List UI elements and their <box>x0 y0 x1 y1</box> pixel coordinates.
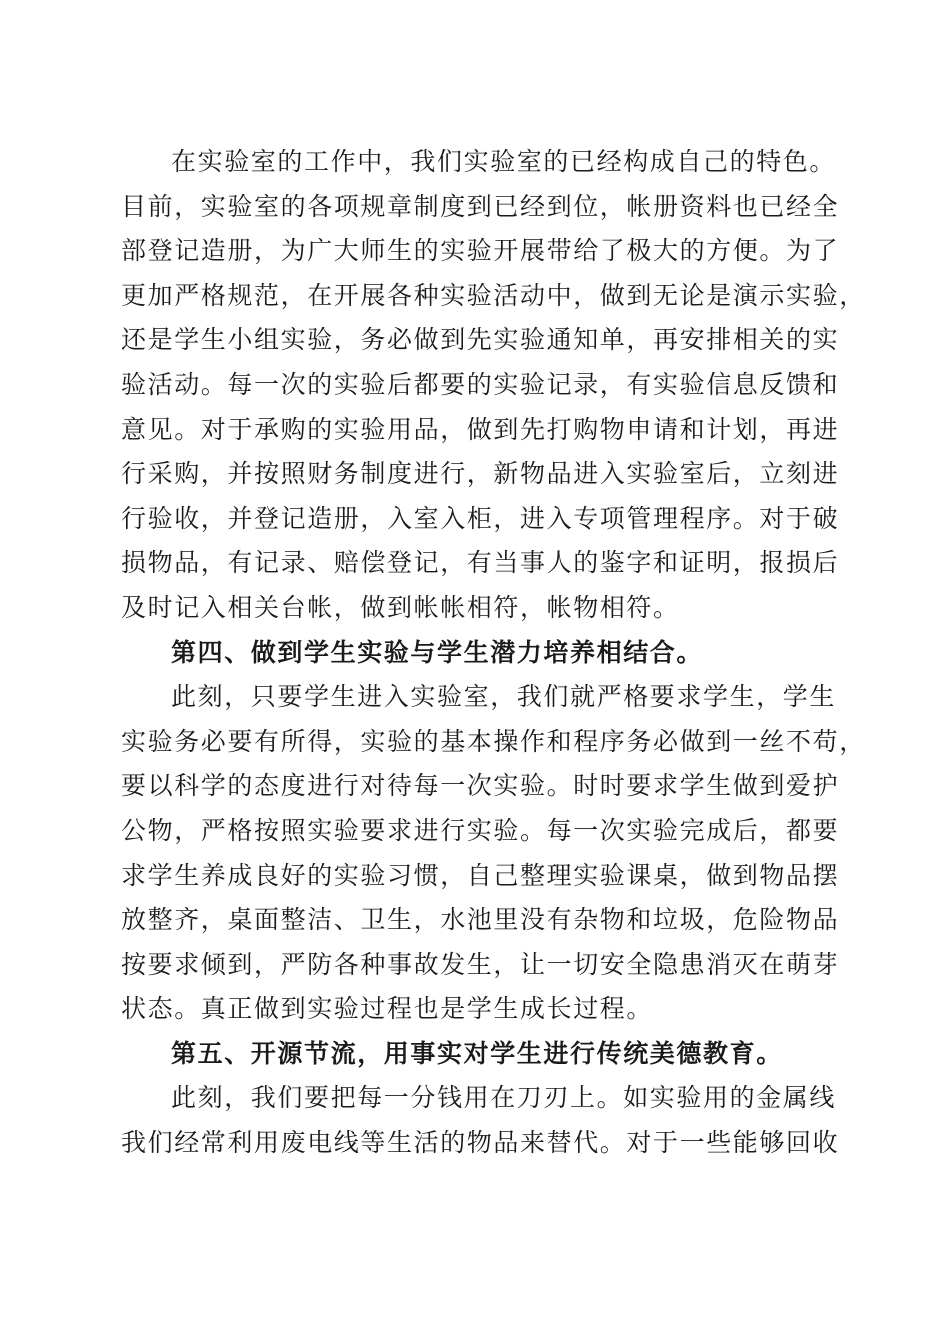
paragraph-line: 目前，实验室的各项规章制度到已经到位，帐册资料也已经全 <box>121 191 840 221</box>
paragraph-line: 我们经常利用废电线等生活的物品来替代。对于一些能够回收 <box>121 1128 840 1158</box>
paragraph-line: 验活动。每一次的实验后都要的实验记录，有实验信息反馈和 <box>121 369 840 399</box>
paragraph-line: 放整齐，桌面整洁、卫生，水池里没有杂物和垃圾，危险物品 <box>121 905 840 935</box>
paragraph-line: 状态。真正做到实验过程也是学生成长过程。 <box>121 994 654 1024</box>
paragraph-line: 还是学生小组实验，务必做到先实验通知单，再安排相关的实 <box>121 325 840 355</box>
paragraph-line: 按要求倾到，严防各种事故发生，让一切安全隐患消灭在萌芽 <box>121 949 840 979</box>
paragraph-line: 损物品，有记录、赔偿登记，有当事人的鉴字和证明，报损后 <box>121 548 840 578</box>
paragraph-line: 更加严格规范，在开展各种实验活动中，做到无论是演示实验， <box>121 280 866 310</box>
document-body <box>121 140 866 1166</box>
paragraph-line: 此刻，我们要把每一分钱用在刀刃上。如实验用的金属线 <box>171 1083 837 1113</box>
paragraph-line: 此刻，只要学生进入实验室，我们就严格要求学生，学生 <box>171 682 837 712</box>
paragraph-line: 实验务必要有所得，实验的基本操作和程序务必做到一丝不苟， <box>121 726 866 756</box>
paragraph-line: 求学生养成良好的实验习惯，自己整理实验课桌，做到物品摆 <box>121 860 840 890</box>
paragraph-line: 要以科学的态度进行对待每一次实验。时时要求学生做到爱护 <box>121 771 840 801</box>
section-heading: 第四、做到学生实验与学生潜力培养相结合。 <box>171 637 704 667</box>
paragraph-line: 公物，严格按照实验要求进行实验。每一次实验完成后，都要 <box>121 815 840 845</box>
paragraph-line: 行验收，并登记造册，入室入柜，进入专项管理程序。对于破 <box>121 503 840 533</box>
section-heading: 第五、开源节流，用事实对学生进行传统美德教育。 <box>171 1038 783 1068</box>
paragraph-line: 行采购，并按照财务制度进行，新物品进入实验室后，立刻进 <box>121 459 840 489</box>
paragraph-line: 在实验室的工作中，我们实验室的已经构成自己的特色。 <box>171 147 837 176</box>
paragraph-line: 部登记造册，为广大师生的实验开展带给了极大的方便。为了 <box>121 236 840 266</box>
paragraph-line: 及时记入相关台帐，做到帐帐相符，帐物相符。 <box>121 592 680 622</box>
paragraph-line: 意见。对于承购的实验用品，做到先打购物申请和计划，再进 <box>121 414 840 444</box>
